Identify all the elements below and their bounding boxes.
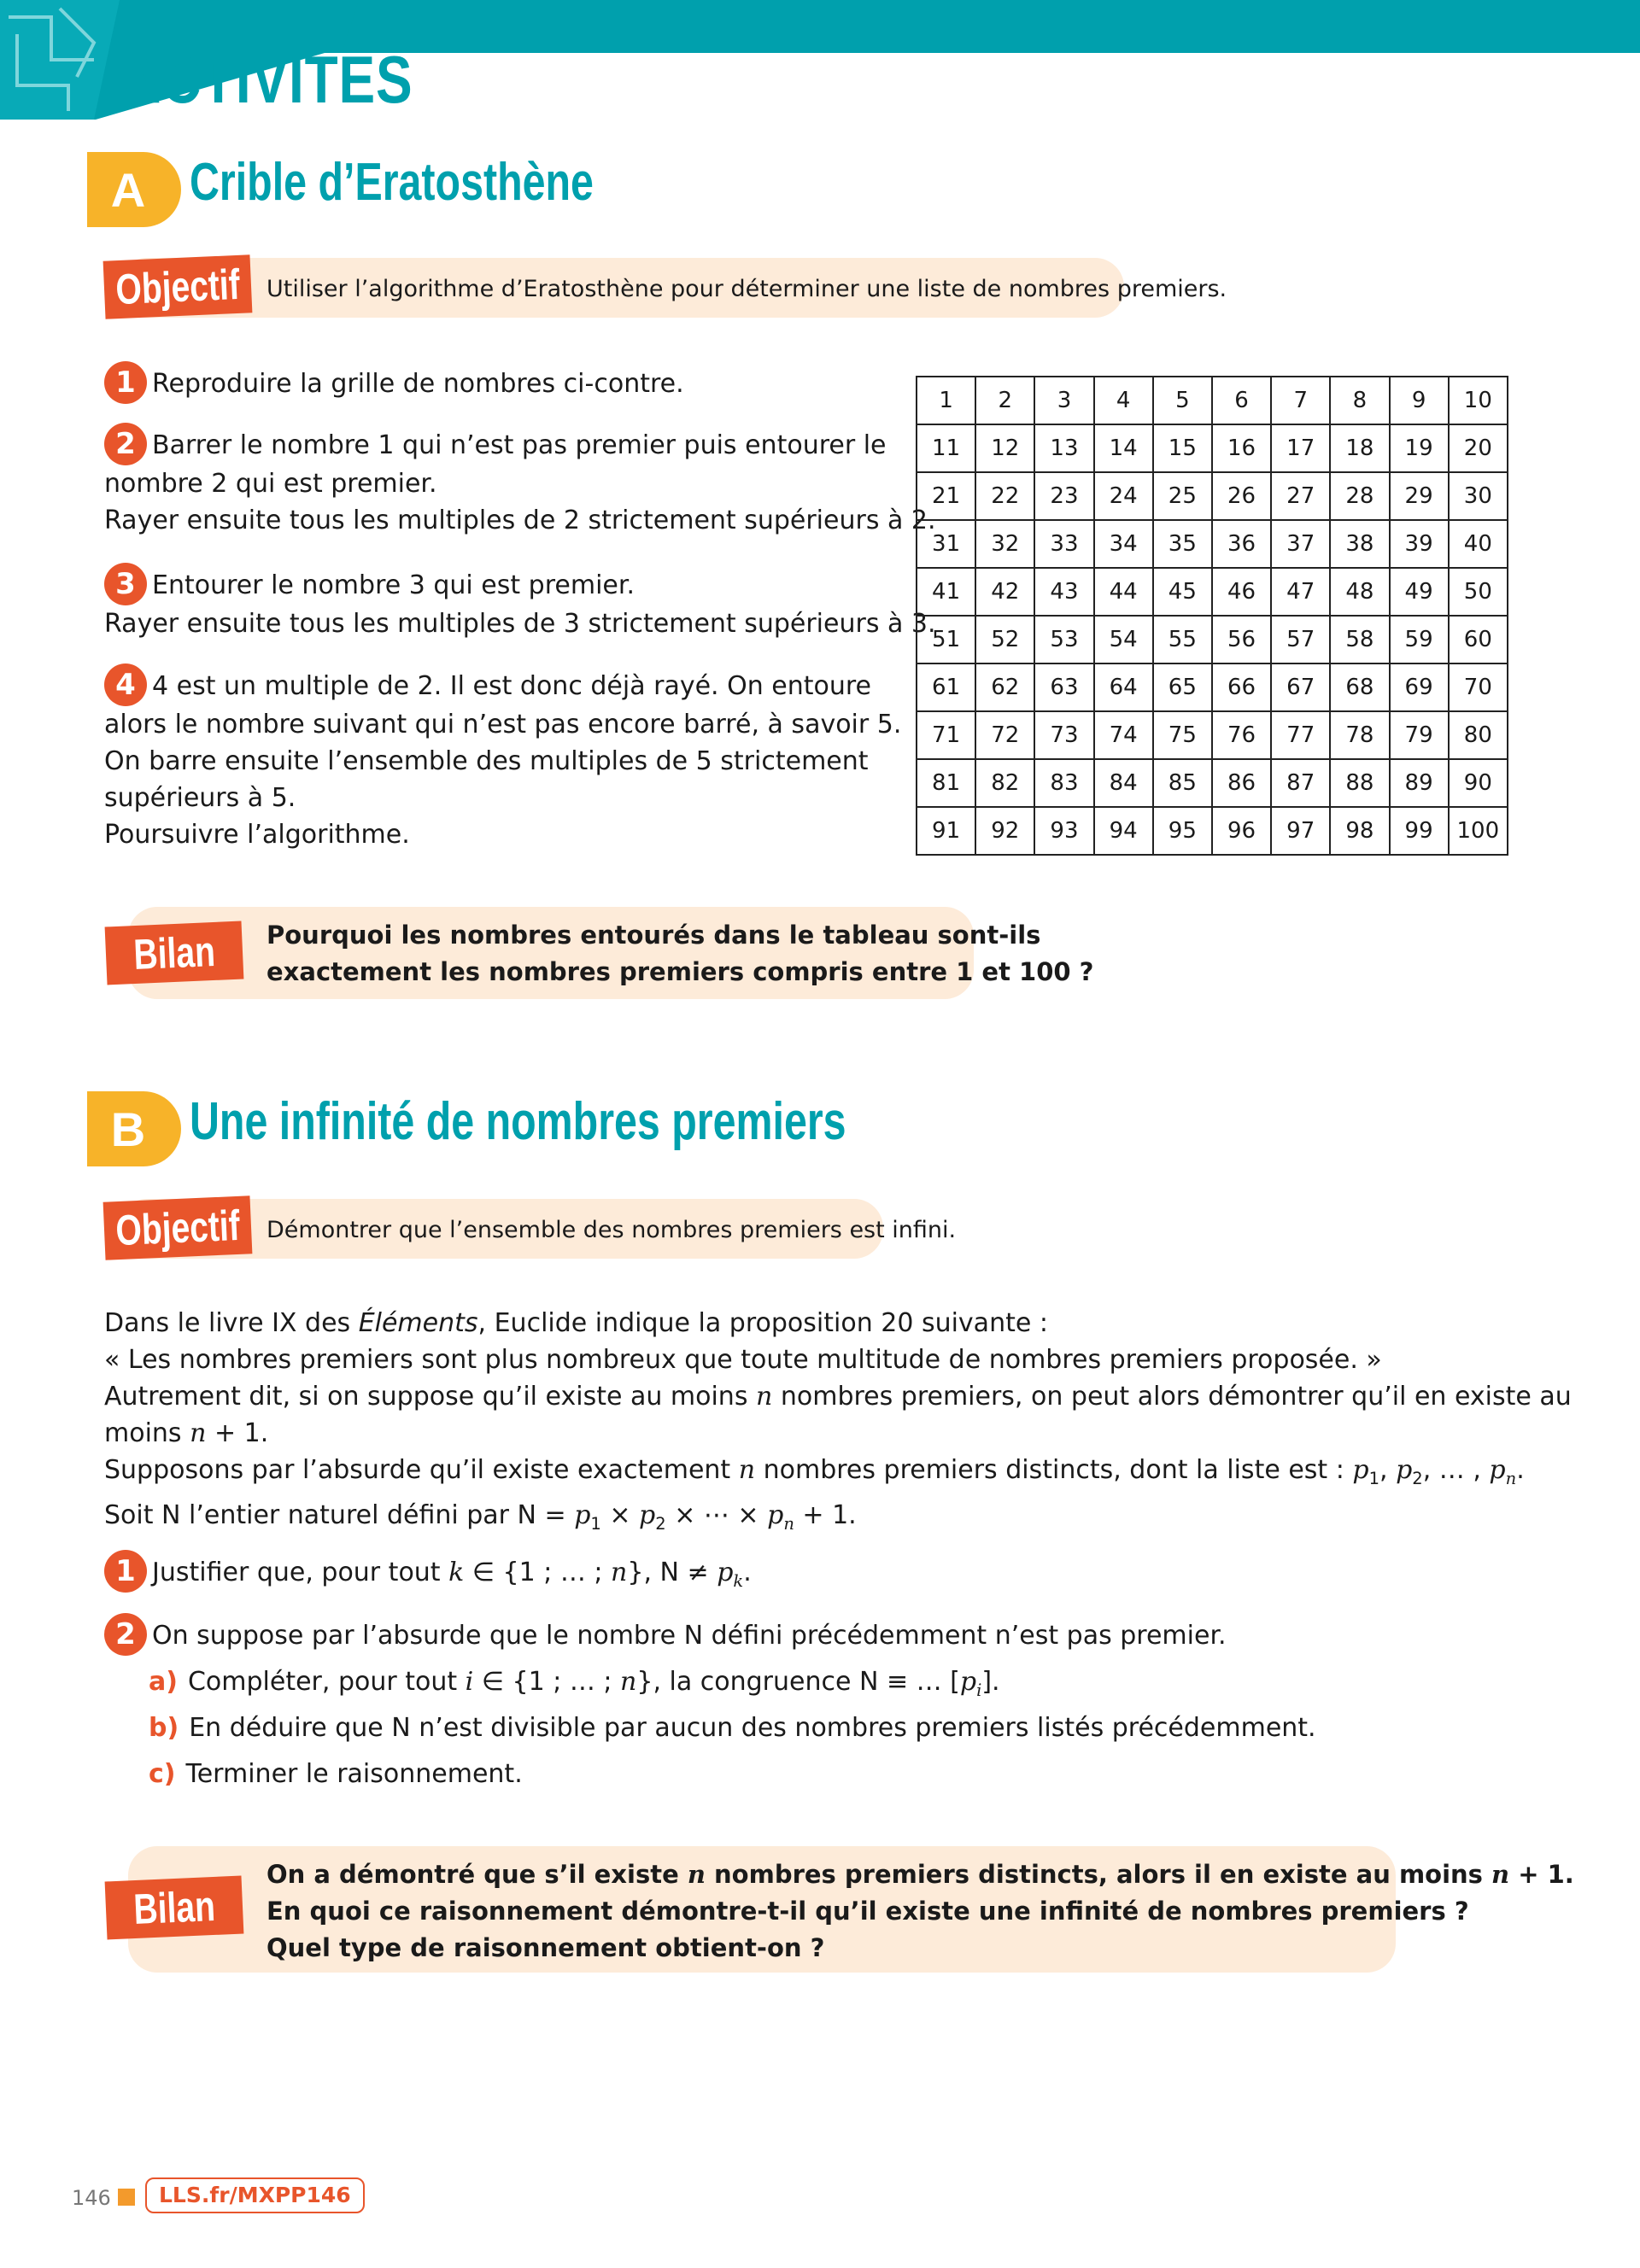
grid-cell: 26 [1212,472,1271,520]
grid-cell: 4 [1094,377,1153,424]
grid-cell: 29 [1390,472,1449,520]
grid-cell: 23 [1034,472,1093,520]
step-number: 4 [104,663,147,706]
step-number: 2 [104,1613,147,1656]
grid-cell: 33 [1034,520,1093,568]
grid-cell: 60 [1449,616,1508,663]
grid-row [917,759,1508,807]
page-title: ACTIVITÉS [121,42,413,117]
grid-cell: 19 [1390,424,1449,472]
grid-cell: 65 [1153,663,1212,711]
grid-cell: 97 [1271,807,1330,855]
grid-cell: 38 [1330,520,1389,568]
section-a-badge: A [87,152,181,227]
grid-cell: 99 [1390,807,1449,855]
step-a-2: 2 Barrer le nombre 1 qui n’est pas premier puis entourer le nombre 2 qui est premier. Rayer ensuite tous les multiples de 2 strictement supérieurs à 2. [104,427,936,539]
grid-cell: 11 [917,424,975,472]
grid-row [917,472,1508,520]
grid-cell: 50 [1449,568,1508,616]
section-a-title: Crible d’Eratosthène [190,153,594,212]
grid-cell: 2 [975,377,1034,424]
question-b-2a: a) Compléter, pour tout i ∈ {1 ; … ; n}, la congruence N ≡ … $[p_i]$. [149,1667,1000,1700]
grid-cell: 81 [917,759,975,807]
grid-cell: 100 [1449,807,1508,855]
grid-row [917,616,1508,663]
footer-marker [118,2189,135,2206]
grid-cell: 83 [1034,759,1093,807]
step-number: 3 [104,563,147,605]
grid-cell: 96 [1212,807,1271,855]
grid-cell: 12 [975,424,1034,472]
grid-cell: 8 [1330,377,1389,424]
grid-cell: 74 [1094,711,1153,759]
grid-cell: 20 [1449,424,1508,472]
grid-cell: 39 [1390,520,1449,568]
grid-cell: 21 [917,472,975,520]
grid-cell: 51 [917,616,975,663]
grid-cell: 87 [1271,759,1330,807]
grid-row [917,520,1508,568]
grid-cell: 91 [917,807,975,855]
grid-cell: 6 [1212,377,1271,424]
step-number: 1 [104,1550,147,1593]
grid-cell: 88 [1330,759,1389,807]
grid-row [917,377,1508,424]
grid-cell: 53 [1034,616,1093,663]
grid-cell: 47 [1271,568,1330,616]
step-a-1: 1 Reproduire la grille de nombres ci-contre. [104,365,684,404]
grid-cell: 98 [1330,807,1389,855]
grid-cell: 90 [1449,759,1508,807]
grid-cell: 58 [1330,616,1389,663]
grid-cell: 56 [1212,616,1271,663]
grid-cell: 54 [1094,616,1153,663]
grid-cell: 16 [1212,424,1271,472]
grid-row [917,711,1508,759]
grid-cell: 17 [1271,424,1330,472]
grid-cell: 82 [975,759,1034,807]
grid-cell: 13 [1034,424,1093,472]
grid-cell: 85 [1153,759,1212,807]
grid-cell: 62 [975,663,1034,711]
grid-cell: 10 [1449,377,1508,424]
grid-cell: 5 [1153,377,1212,424]
grid-cell: 46 [1212,568,1271,616]
grid-cell: 42 [975,568,1034,616]
grid-cell: 37 [1271,520,1330,568]
grid-cell: 9 [1390,377,1449,424]
grid-cell: 7 [1271,377,1330,424]
grid-cell: 31 [917,520,975,568]
grid-cell: 61 [917,663,975,711]
objectif-b-tag: Objectif [103,1195,253,1260]
grid-cell: 67 [1271,663,1330,711]
grid-cell: 70 [1449,663,1508,711]
objectif-a-text: Utiliser l’algorithme d’Eratosthène pour déterminer une liste de nombres premiers. [266,276,1227,302]
grid-cell: 18 [1330,424,1389,472]
objectif-a-tag: Objectif [103,254,253,319]
grid-cell: 35 [1153,520,1212,568]
grid-cell: 25 [1153,472,1212,520]
grid-row [917,568,1508,616]
grid-cell: 36 [1212,520,1271,568]
question-b-2: 2 On suppose par l’absurde que le nombre N défini précédemment n’est pas premier. [104,1617,1227,1656]
grid-cell: 32 [975,520,1034,568]
grid-cell: 63 [1034,663,1093,711]
grid-cell: 77 [1271,711,1330,759]
grid-cell: 75 [1153,711,1212,759]
bilan-b-tag: Bilan [105,1876,244,1940]
grid-cell: 44 [1094,568,1153,616]
grid-cell: 40 [1449,520,1508,568]
grid-row [917,663,1508,711]
step-a-4: 4 4 est un multiple de 2. Il est donc déjà rayé. On entoure alors le nombre suivant qui n’est pas encore barré, à savoir 5. On barre ensuite l’ensemble des multiples de 5 strictement supérieurs à 5. Poursuivre l’algorithme. [104,668,901,853]
grid-cell: 93 [1034,807,1093,855]
grid-cell: 71 [917,711,975,759]
grid-cell: 94 [1094,807,1153,855]
grid-cell: 59 [1390,616,1449,663]
header-band [342,0,1640,53]
bilan-a-tag: Bilan [105,921,244,985]
step-a-3: 3 Entourer le nombre 3 qui est premier. Rayer ensuite tous les multiples de 3 strictement supérieurs à 3. [104,567,936,642]
grid-cell: 86 [1212,759,1271,807]
grid-cell: 79 [1390,711,1449,759]
grid-cell: 30 [1449,472,1508,520]
grid-cell: 1 [917,377,975,424]
grid-cell: 49 [1390,568,1449,616]
grid-cell: 78 [1330,711,1389,759]
resource-link[interactable]: LLS.fr/MXPP146 [145,2177,365,2213]
grid-cell: 80 [1449,711,1508,759]
step-number: 2 [104,423,147,465]
bilan-a-text: Pourquoi les nombres entourés dans le tableau sont-ils exactement les nombres premiers compris entre 1 et 100 ? [266,921,1094,986]
question-b-1: 1 Justifier que, pour tout k ∈ {1 ; … ; n}, $N \ne p_k$. [104,1554,752,1599]
grid-cell: 84 [1094,759,1153,807]
grid-cell: 72 [975,711,1034,759]
question-b-2b: b) En déduire que N n’est divisible par aucun des nombres premiers listés précédemment. [149,1713,1316,1743]
section-b-badge: B [87,1091,181,1166]
grid-cell: 52 [975,616,1034,663]
step-number: 1 [104,361,147,404]
grid-cell: 76 [1212,711,1271,759]
grid-cell: 57 [1271,616,1330,663]
grid-cell: 34 [1094,520,1153,568]
grid-cell: 3 [1034,377,1093,424]
grid-cell: 14 [1094,424,1153,472]
bilan-b-text: On a démontré que s’il existe n nombres premiers distincts, alors il en existe au moins n + 1. En quoi ce raisonnement démontre-t-il qu’il existe une infinité de nombres premiers ? Quel type de raisonnement obtient-on ? [266,1860,1574,1962]
number-grid [916,376,1508,856]
grid-cell: 41 [917,568,975,616]
grid-row [917,807,1508,855]
grid-cell: 64 [1094,663,1153,711]
grid-cell: 73 [1034,711,1093,759]
section-b-title: Une infinité de nombres premiers [190,1092,846,1151]
objectif-b-text: Démontrer que l’ensemble des nombres premiers est infini. [266,1217,957,1243]
grid-cell: 69 [1390,663,1449,711]
grid-cell: 66 [1212,663,1271,711]
grid-cell: 68 [1330,663,1389,711]
grid-cell: 28 [1330,472,1389,520]
grid-cell: 22 [975,472,1034,520]
page-number: 146 [72,2186,111,2210]
grid-cell: 95 [1153,807,1212,855]
grid-cell: 45 [1153,568,1212,616]
grid-cell: 92 [975,807,1034,855]
grid-cell: 43 [1034,568,1093,616]
question-b-2c: c) Terminer le raisonnement. [149,1759,523,1789]
grid-cell: 55 [1153,616,1212,663]
grid-cell: 48 [1330,568,1389,616]
grid-cell: 89 [1390,759,1449,807]
grid-row [917,424,1508,472]
grid-cell: 15 [1153,424,1212,472]
grid-cell: 24 [1094,472,1153,520]
intro-paragraph: Dans le livre IX des Éléments, Euclide indique la proposition 20 suivante : « Les nombres premiers sont plus nombreux que toute multitude de nombres premiers proposée. » Autrement dit, si on suppose qu’il existe au moins n nombres premiers, on peut alors démontrer qu’il en existe au moins n + 1. Supposons par l’absurde qu’il existe exactement n nombres premiers distincts, dont la liste est : $p_1$, $p_2$, … , $p_n$. Soit N l’entier naturel défini par $N = p_1 \times p_2$ × ⋯ × $p_n + 1$. [104,1308,1572,1534]
grid-cell: 27 [1271,472,1330,520]
